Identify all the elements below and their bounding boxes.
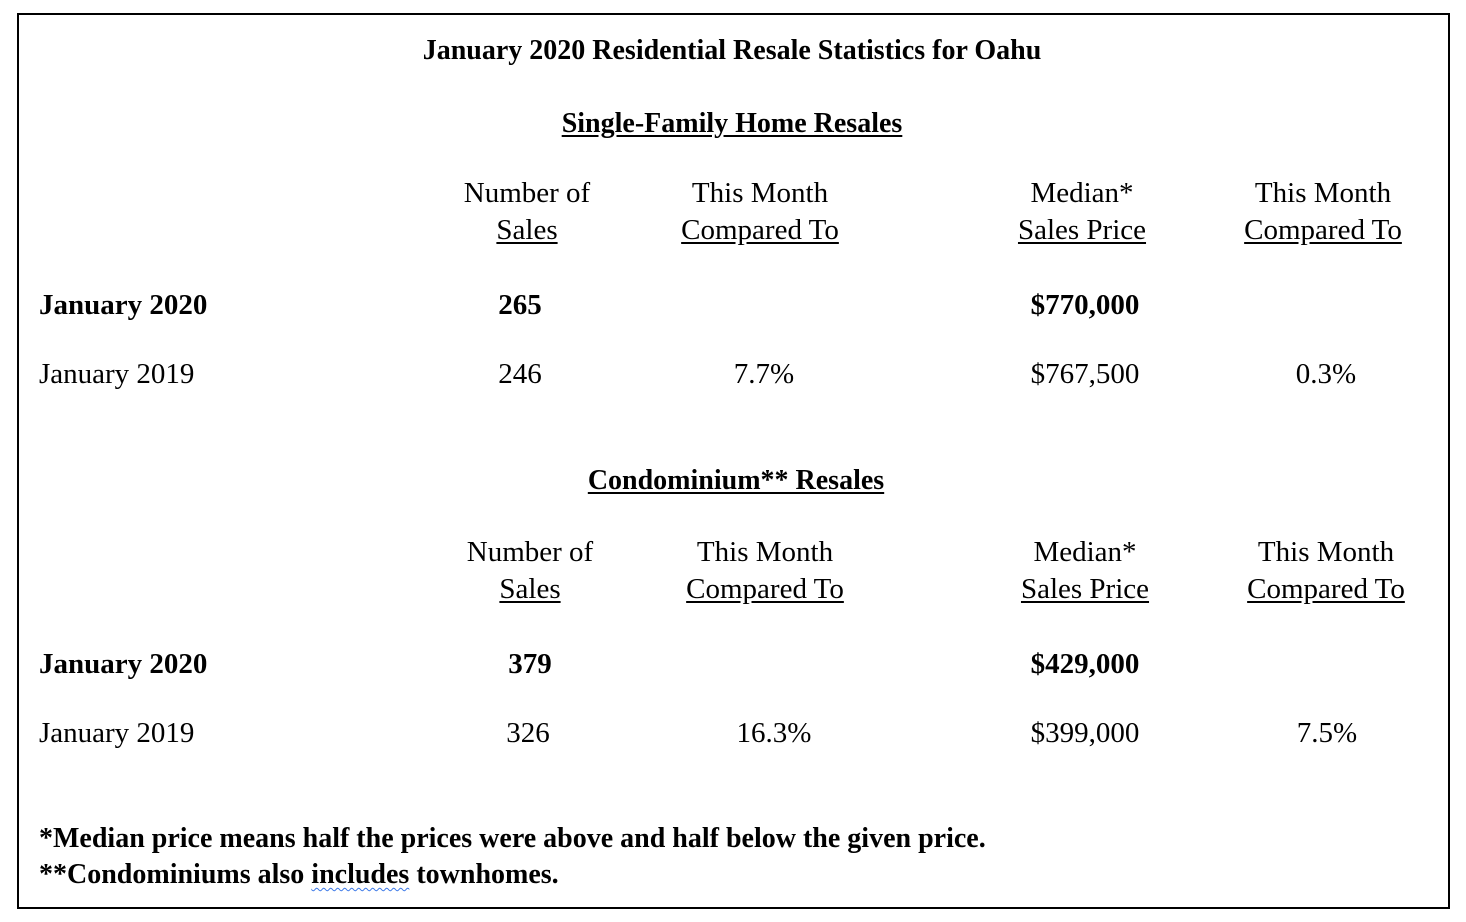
condo-row-2019-median-change: 7.5%: [1296, 717, 1358, 749]
condo-header-median-compare: This Month Compared To: [1247, 536, 1405, 605]
spellcheck-flagged-word[interactable]: includes: [311, 859, 410, 890]
condo-row-2019-sales: 326: [506, 717, 550, 749]
condo-row-2020-sales: 379: [508, 648, 552, 680]
condo-header-sales: Number of Sales: [466, 536, 594, 605]
condo-header-sales-compare: This Month Compared To: [686, 536, 844, 605]
sf-header-median: Median* Sales Price: [1017, 177, 1147, 246]
condo-row-2019-median: $399,000: [1030, 717, 1140, 749]
condo-row-2019-sales-change: 16.3%: [736, 717, 812, 749]
sf-header-median-compare: This Month Compared To: [1244, 177, 1402, 246]
sf-header-sales-compare: This Month Compared To: [681, 177, 839, 246]
condo-row-2019-label: January 2019: [39, 717, 195, 749]
condo-row-2020-median: $429,000: [1030, 648, 1140, 680]
single-family-heading: Single-Family Home Resales: [561, 108, 903, 139]
sf-row-2019-sales-change: 7.7%: [733, 358, 795, 390]
condo-row-2020-label: January 2020: [39, 648, 208, 680]
document-title: January 2020 Residential Resale Statistics for Oahu: [422, 35, 1042, 66]
footnote-median: *Median price means half the prices were above and half below the given price.: [39, 823, 986, 854]
sf-row-2020-sales: 265: [498, 289, 542, 321]
condominium-heading: Condominium** Resales: [587, 465, 885, 496]
condo-header-median: Median* Sales Price: [1020, 536, 1150, 605]
sf-row-2019-median: $767,500: [1030, 358, 1140, 390]
footnote-condo-post: townhomes.: [409, 859, 559, 890]
sf-row-2019-sales: 246: [498, 358, 542, 390]
sf-row-2020-median: $770,000: [1030, 289, 1140, 321]
sf-row-2019-median-change: 0.3%: [1295, 358, 1357, 390]
document-frame: [17, 13, 1450, 909]
sf-row-2020-label: January 2020: [39, 289, 208, 321]
footnote-condo-pre: **Condominiums also: [39, 859, 312, 890]
sf-header-sales: Number of Sales: [463, 177, 591, 246]
footnote-condominium: [39, 857, 559, 893]
sf-row-2019-label: January 2019: [39, 358, 195, 390]
